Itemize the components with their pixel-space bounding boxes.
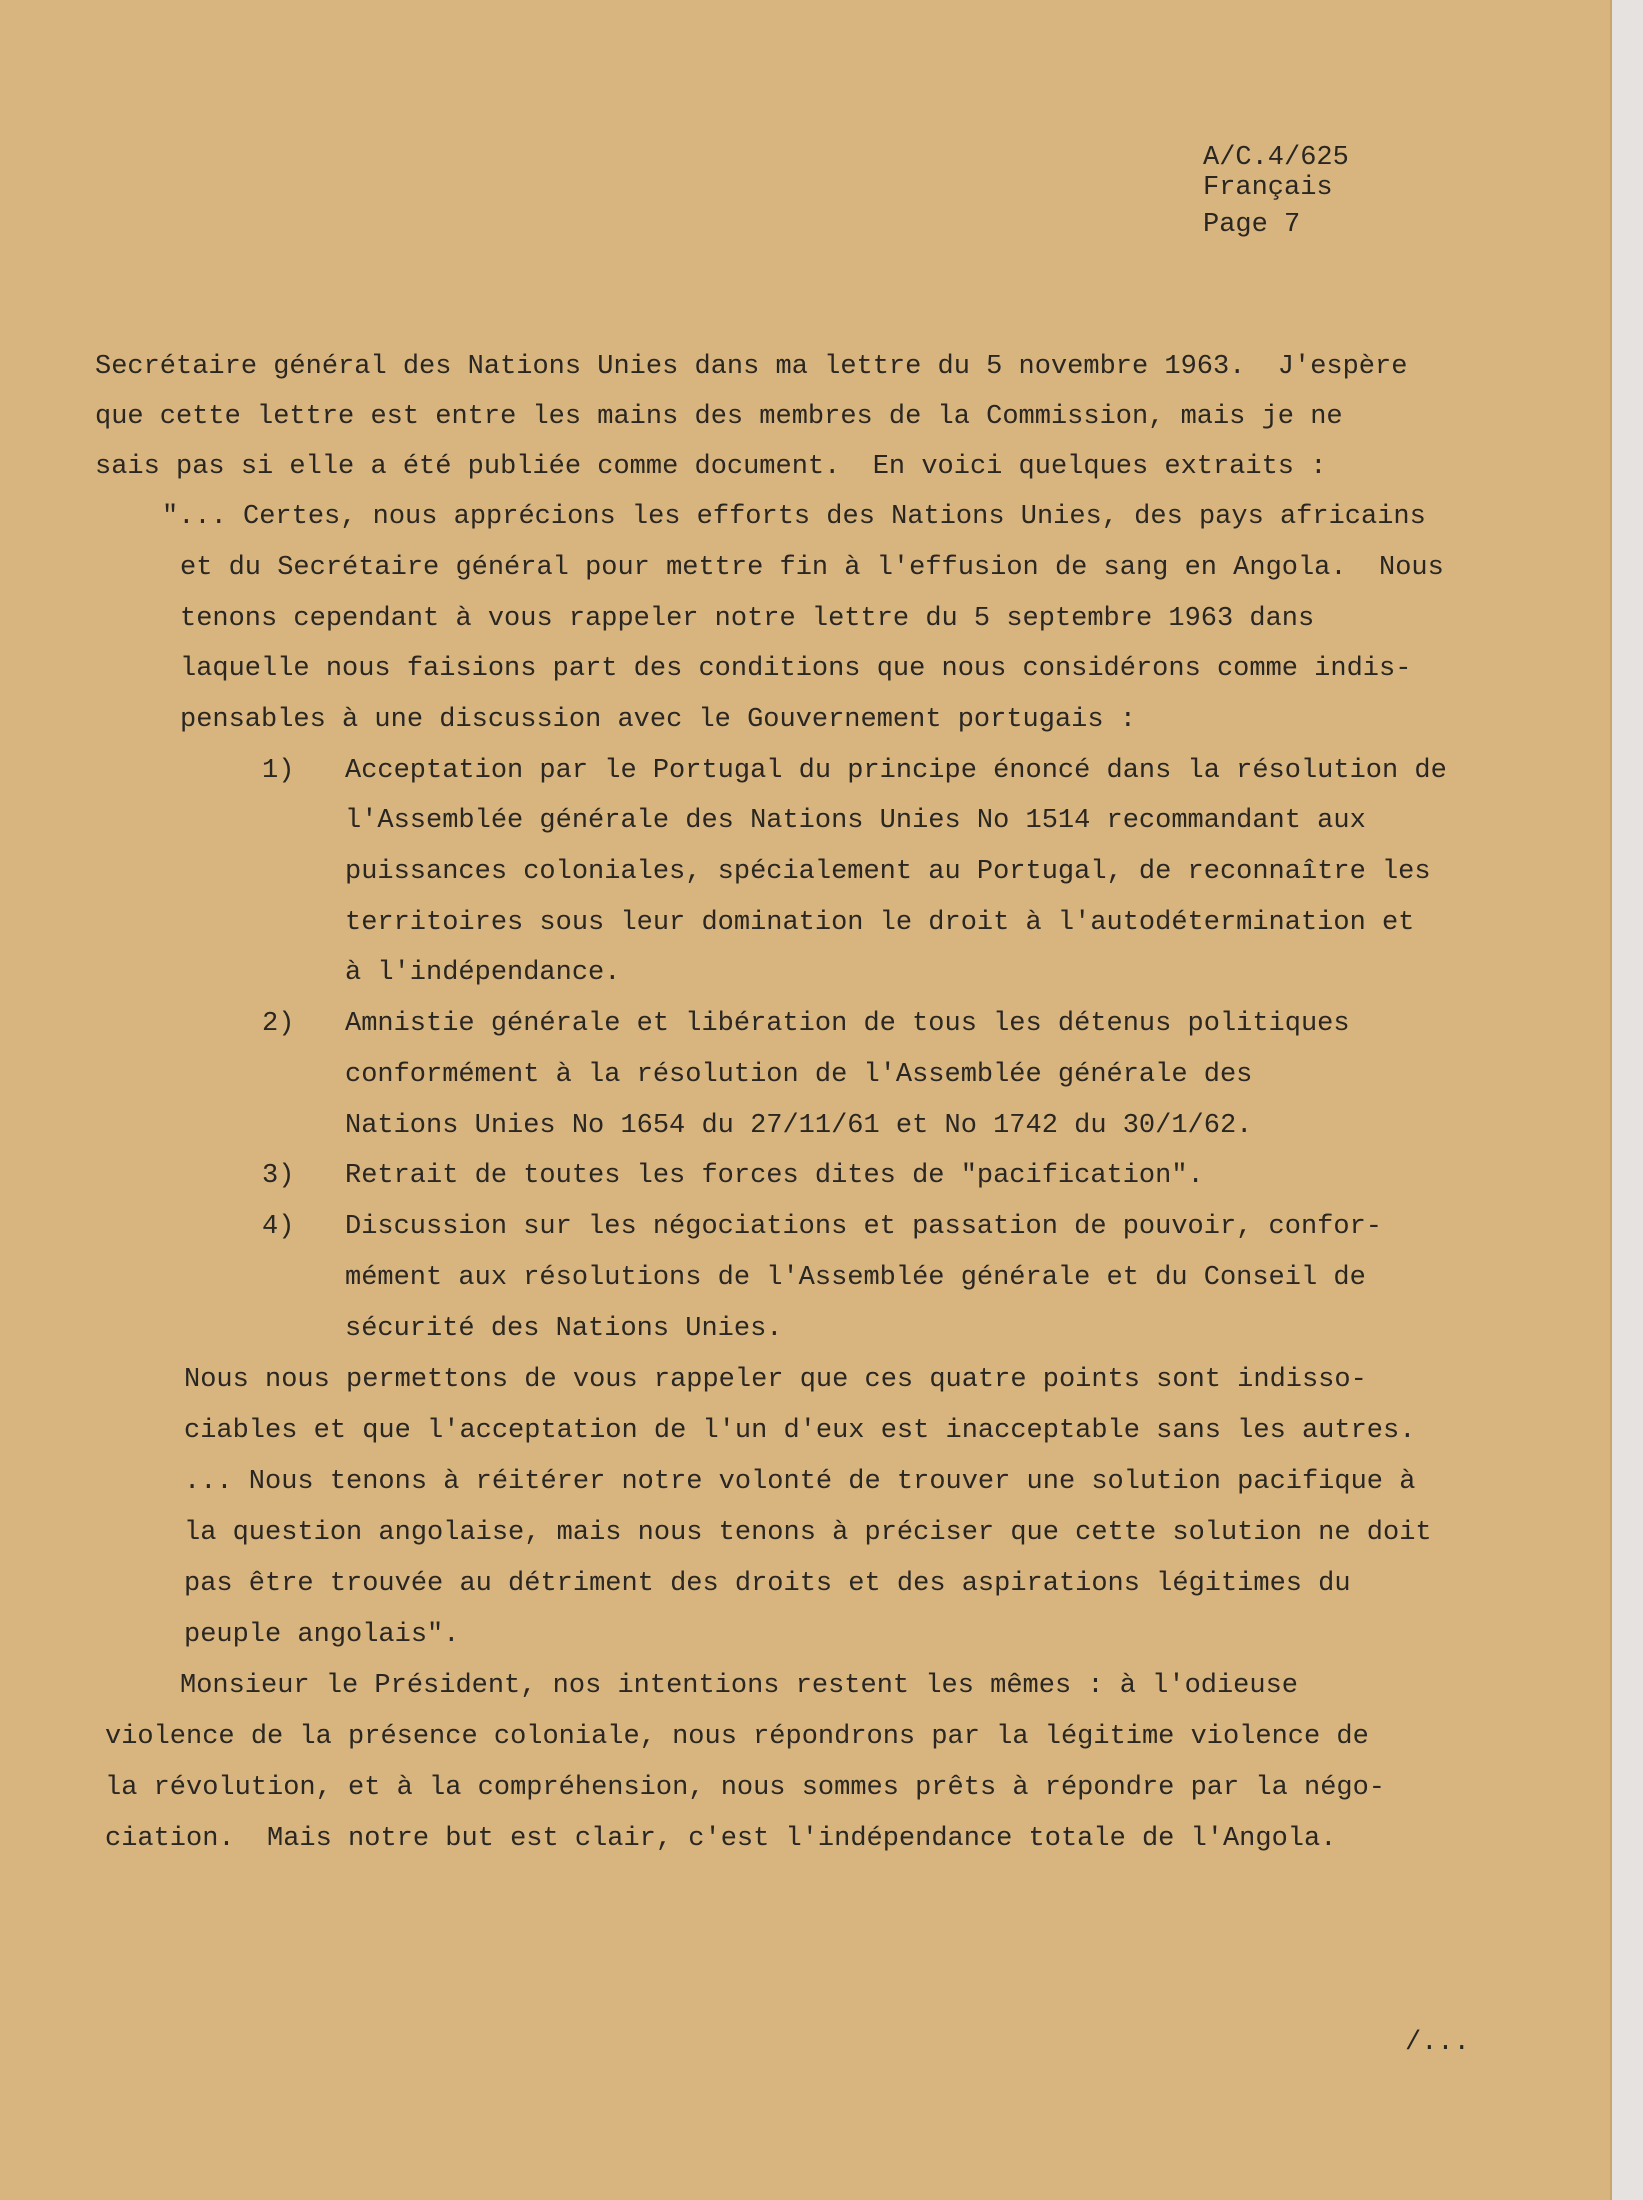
intro-line: que cette lettre est entre les mains des membres de la Commission, mais je ne [95,402,1343,432]
quote-line: "... Certes, nous apprécions les efforts des Nations Unies, des pays africains [162,502,1426,532]
condition-line: à l'indépendance. [345,958,621,988]
condition-line: mément aux résolutions de l'Assemblée générale et du Conseil de [345,1263,1366,1293]
condition-line: l'Assemblée générale des Nations Unies No 1514 recommandant aux [345,806,1366,836]
condition-line: conformément à la résolution de l'Assemblée générale des [345,1060,1253,1090]
quote-end-line: ciables et que l'acceptation de l'un d'eux est inacceptable sans les autres. [184,1416,1416,1446]
condition-line: Discussion sur les négociations et passation de pouvoir, confor- [345,1212,1382,1242]
condition-line: Acceptation par le Portugal du principe énoncé dans la résolution de [345,756,1447,786]
condition-line: territoires sous leur domination le droit à l'autodétermination et [345,908,1415,938]
quote-end-line: Nous nous permettons de vous rappeler que ces quatre points sont indisso- [184,1365,1367,1395]
intro-line: sais pas si elle a été publiée comme document. En voici quelques extraits : [95,452,1327,482]
closing-line: ciation. Mais notre but est clair, c'est l'indépendance totale de l'Angola. [105,1824,1337,1854]
condition-line: Amnistie générale et libération de tous les détenus politiques [345,1009,1350,1039]
quote-line: et du Secrétaire général pour mettre fin à l'effusion de sang en Angola. Nous [180,553,1444,583]
quote-line: laquelle nous faisions part des conditions que nous considérons comme indis- [180,654,1412,684]
condition-line: Retrait de toutes les forces dites de "pacification". [345,1161,1204,1191]
document-symbol: A/C.4/625 [1203,143,1349,173]
quote-line: tenons cependant à vous rappeler notre lettre du 5 septembre 1963 dans [180,604,1315,634]
condition-line: puissances coloniales, spécialement au Portugal, de reconnaître les [345,857,1431,887]
document-language: Français [1203,173,1333,203]
condition-number: 1) [262,756,295,786]
quote-end-line: la question angolaise, mais nous tenons à préciser que cette solution ne doit [184,1518,1432,1548]
quote-end-line: ... Nous tenons à réitérer notre volonté de trouver une solution pacifique à [184,1467,1416,1497]
condition-line: Nations Unies No 1654 du 27/11/61 et No 1742 du 30/1/62. [345,1111,1253,1141]
page-number: Page 7 [1203,210,1301,240]
condition-number: 3) [262,1161,295,1191]
condition-number: 2) [262,1009,295,1039]
quote-end-line: peuple angolais". [184,1620,460,1650]
closing-line: violence de la présence coloniale, nous répondrons par la légitime violence de [105,1722,1369,1752]
condition-number: 4) [262,1212,295,1242]
condition-line: sécurité des Nations Unies. [345,1314,783,1344]
closing-line: la révolution, et à la compréhension, nous sommes prêts à répondre par la négo- [105,1773,1386,1803]
quote-end-line: pas être trouvée au détriment des droits et des aspirations légitimes du [184,1569,1351,1599]
continuation-mark: /... [1405,2028,1470,2058]
closing-line: Monsieur le Président, nos intentions restent les mêmes : à l'odieuse [180,1671,1298,1701]
intro-line: Secrétaire général des Nations Unies dans ma lettre du 5 novembre 1963. J'espère [95,352,1408,382]
quote-line: pensables à une discussion avec le Gouvernement portugais : [180,705,1136,735]
